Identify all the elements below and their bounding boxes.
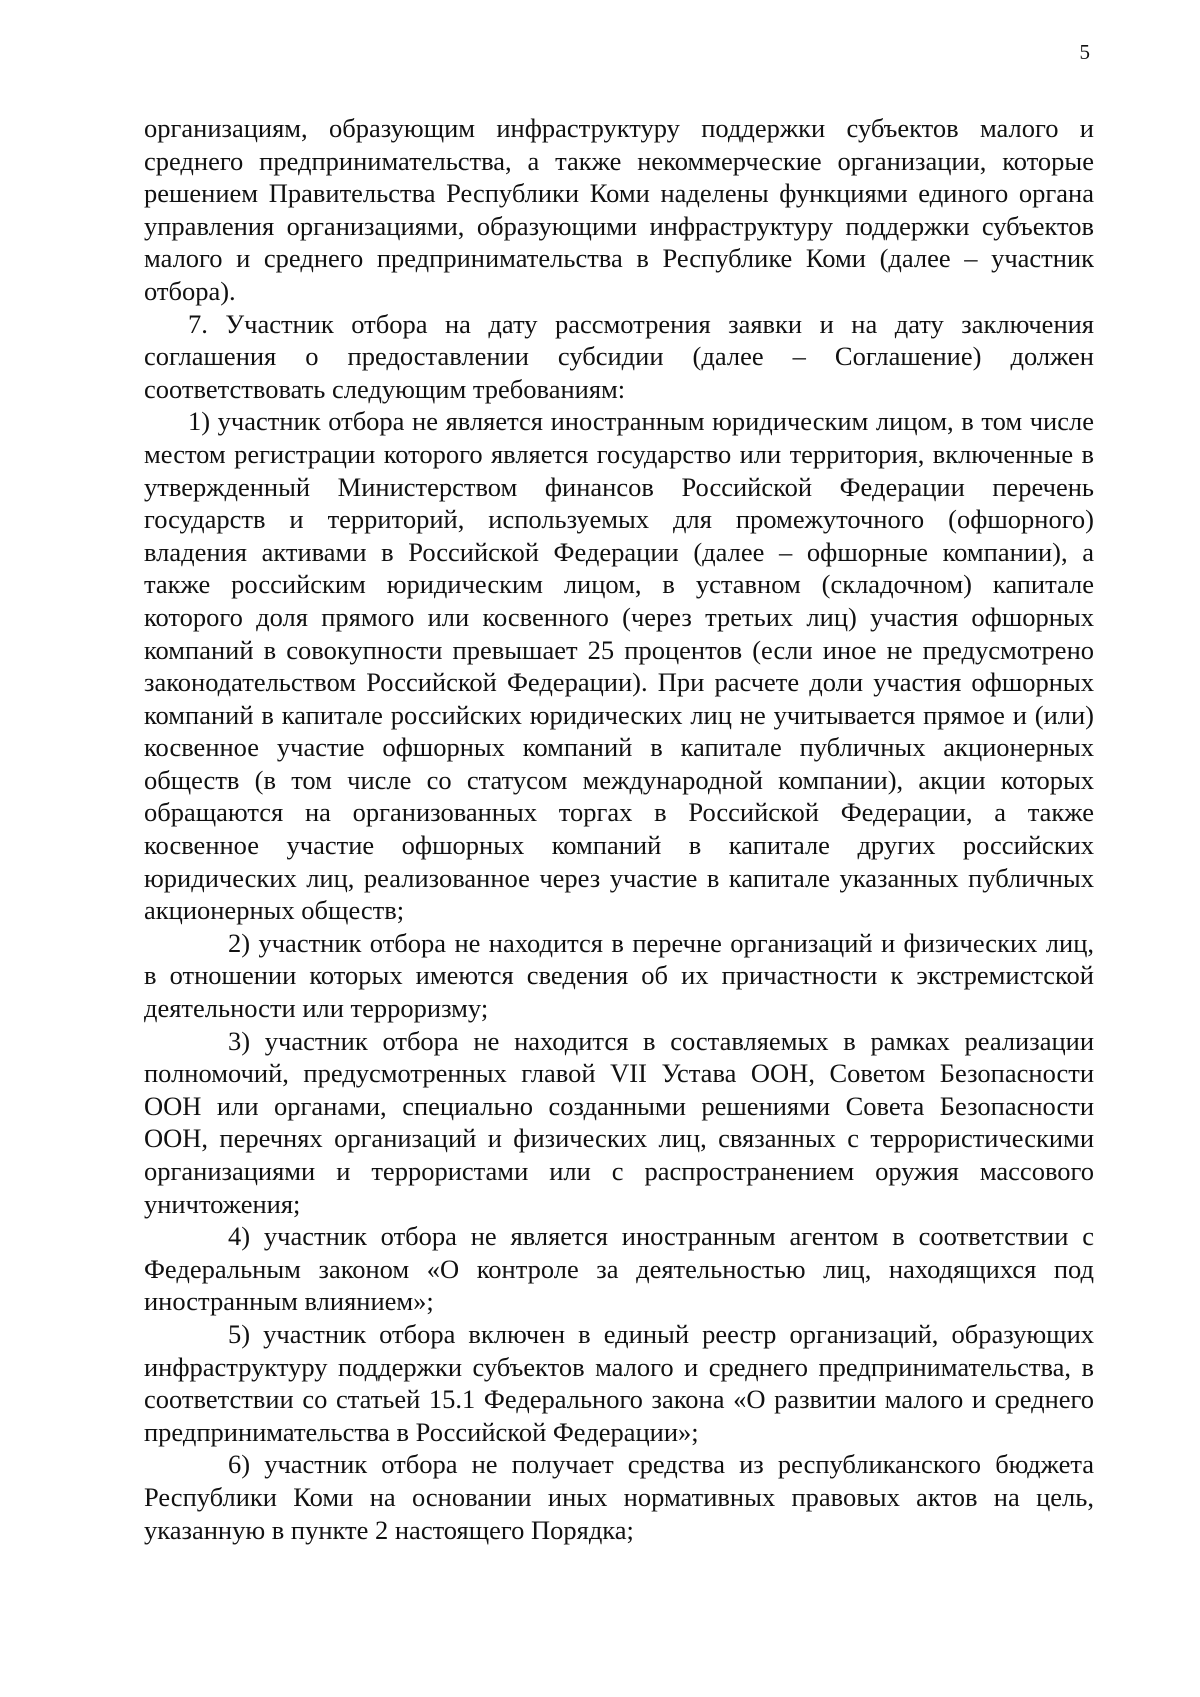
paragraph-requirement-5: 5) участник отбора включен в единый реестр организаций, образующих инфраструктуру поддержки субъектов малого и среднего предпринимательства, в соответствии со статьей 15.1 Федерального закона «О развитии малого и среднего предпринимательства в Российской Федерации»; <box>144 1318 1094 1447</box>
paragraph-requirement-3: 3) участник отбора не находится в составляемых в рамках реализации полномочий, предусмотренных главой VII Устава ООН, Советом Безопасности ООН или органами, специально созданными решениями Совета Безопасности ООН, перечнях организаций и физических лиц, связанных с террористическими организациями и террористами или с распространением оружия массового уничтожения; <box>144 1025 1094 1219</box>
paragraph-requirement-1: 1) участник отбора не является иностранным юридическим лицом, в том числе местом регистрации которого является государство или территория, включенные в утвержденный Министерством финансов Российской Федерации перечень государств и территорий, используемых для промежуточного (офшорного) владения активами в Российской Федерации (далее – офшорные компании), а также российским юридическим лицом, в уставном (складочном) капитале которого доля прямого или косвенного (через третьих лиц) участия офшорных компаний в совокупности превышает 25 процентов (если иное не предусмотрено законодательством Российской Федерации). При расчете доли участия офшорных компаний в капитале российских юридических лиц не учитывается прямое и (или) косвенное участие офшорных компаний в капитале публичных акционерных обществ (в том числе со статусом международной компании), акции которых обращаются на организованных торгах в Российской Федерации, а также косвенное участие офшорных компаний в капитале других российских юридических лиц, реализованное через участие в капитале указанных публичных акционерных обществ; <box>144 406 1094 926</box>
paragraph-continuation: организациям, образующим инфраструктуру поддержки субъектов малого и среднего предпринимательства, а также некоммерческие организации, которые решением Правительства Республики Коми наделены функциями единого органа управления организациями, образующими инфраструктуру поддержки субъектов малого и среднего предпринимательства в Республике Коми (далее – участник отбора). <box>144 113 1094 306</box>
paragraph-requirement-4: 4) участник отбора не является иностранным агентом в соответствии с Федеральным законом «О контроле за деятельностью лиц, находящихся под иностранным влиянием»; <box>144 1221 1094 1317</box>
paragraph-requirement-6: 6) участник отбора не получает средства из республиканского бюджета Республики Коми на основании иных нормативных правовых актов на цель, указанную в пункте 2 настоящего Порядка; <box>144 1449 1094 1545</box>
paragraph-requirement-2: 2) участник отбора не находится в перечне организаций и физических лиц, в отношении которых имеются сведения об их причастности к экстремистской деятельности или терроризму; <box>144 927 1094 1024</box>
document-body <box>144 112 1094 1546</box>
paragraph-item-7: 7. Участник отбора на дату рассмотрения заявки и на дату заключения соглашения о предоставлении субсидии (далее – Соглашение) должен соответствовать следующим требованиям: <box>144 308 1094 404</box>
page-number: 5 <box>1079 40 1090 64</box>
